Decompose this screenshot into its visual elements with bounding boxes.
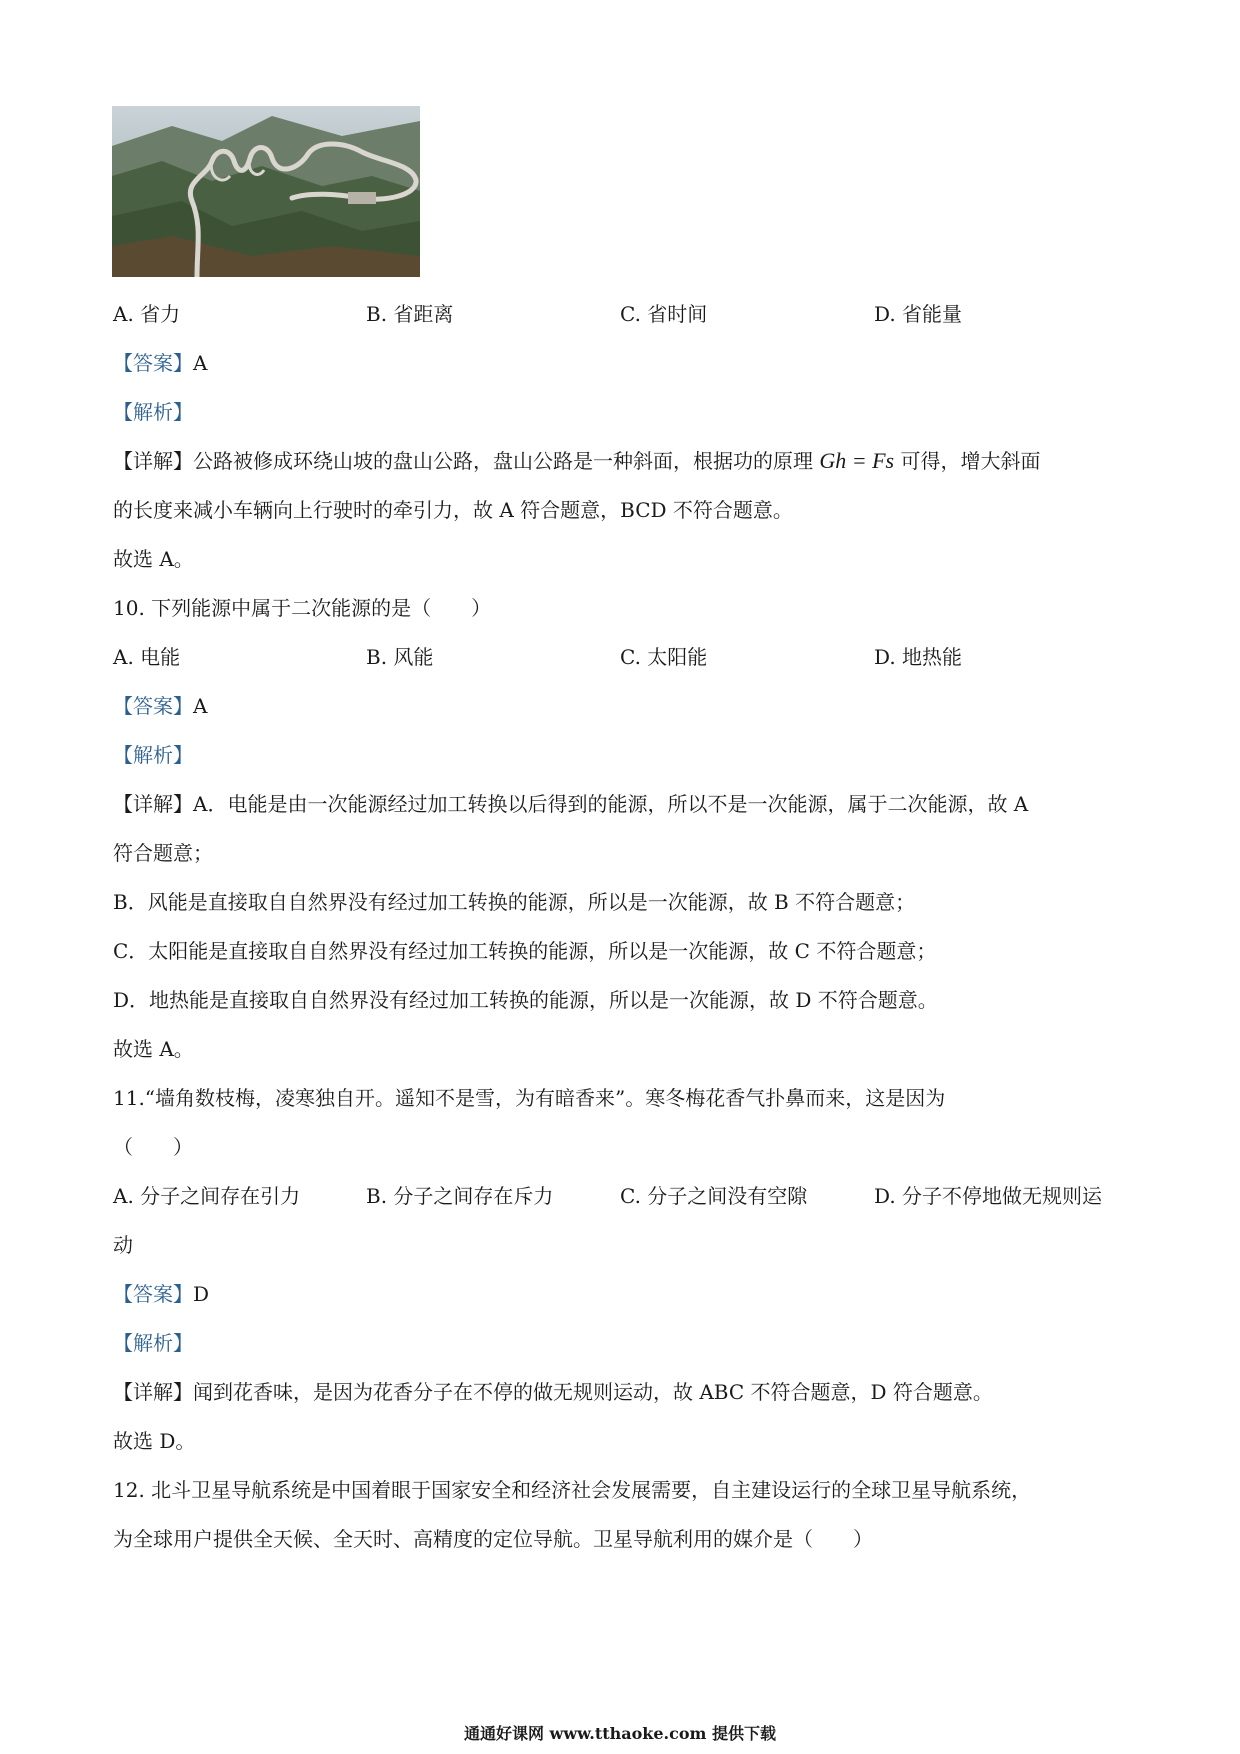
q9-option-b: B. 省距离 [366, 302, 454, 326]
q10-option-a: A. 电能 [113, 645, 181, 669]
answer-tag: 【答案】 [113, 694, 193, 718]
q10-detail-line-1 [113, 790, 1028, 818]
q10-detail-line-2: 符合题意； [113, 841, 213, 865]
mountain-road-photo [112, 106, 420, 277]
q10-analysis-tag: 【解析】 [113, 743, 193, 767]
detail-tag: 【详解】 [113, 449, 193, 473]
detail-text: 闻到花香味，是因为花香分子在不停的做无规则运动，故 ABC 不符合题意，D 符合题意。 [193, 1380, 993, 1404]
q12-stem-line-1: 12. 北斗卫星导航系统是中国着眼于国家安全和经济社会发展需要，自主建设运行的全球卫星导航系统， [113, 1478, 1032, 1502]
q10-conclusion: 故选 A。 [113, 1037, 194, 1061]
q9-analysis-tag: 【解析】 [113, 400, 193, 424]
q11-option-d-continued: 动 [113, 1233, 133, 1257]
q10-detail-line-3: B．风能是直接取自自然界没有经过加工转换的能源，所以是一次能源，故 B 不符合题意； [113, 890, 916, 914]
answer-tag: 【答案】 [113, 351, 193, 375]
q10-answer-line [113, 692, 207, 720]
answer-tag: 【答案】 [113, 1282, 193, 1306]
q9-answer-line [113, 349, 207, 377]
q11-answer-line [113, 1280, 209, 1308]
page-footer: 通通好课网 www.tthaoke.com 提供下载 [463, 1724, 777, 1743]
answer-value: A [193, 351, 208, 375]
q11-stem-line-1: 11.“墙角数枝梅，凌寒独自开。遥知不是雪，为有暗香来”。寒冬梅花香气扑鼻而来，这是因为 [113, 1086, 946, 1110]
q10-detail-line-5: D．地热能是直接取自自然界没有经过加工转换的能源，所以是一次能源，故 D 不符合题意。 [113, 988, 938, 1012]
q11-analysis-tag: 【解析】 [113, 1331, 193, 1355]
detail-text: A．电能是由一次能源经过加工转换以后得到的能源，所以不是一次能源，属于二次能源，故 A [193, 792, 1029, 816]
detail-tag: 【详解】 [113, 1380, 193, 1404]
formula: Gh = Fs [819, 448, 895, 473]
detail-text: 公路被修成环绕山坡的盘山公路，盘山公路是一种斜面，根据功的原理 [193, 449, 813, 473]
q9-detail-line-1 [113, 447, 1040, 475]
q9-option-a: A. 省力 [113, 302, 181, 326]
q11-detail-line-1 [113, 1378, 993, 1406]
q11-option-c: C. 分子之间没有空隙 [620, 1184, 808, 1208]
q10-option-b: B. 风能 [366, 645, 434, 669]
q10-option-c: C. 太阳能 [620, 645, 708, 669]
q10-stem: 10. 下列能源中属于二次能源的是（ ） [113, 596, 492, 620]
q11-option-a: A. 分子之间存在引力 [113, 1184, 301, 1208]
detail-text: 可得，增大斜面 [900, 449, 1041, 473]
q10-option-d: D. 地热能 [874, 645, 963, 669]
q11-option-b: B. 分子之间存在斥力 [366, 1184, 554, 1208]
q12-stem-line-2: 为全球用户提供全天候、全天时、高精度的定位导航。卫星导航利用的媒介是（ ） [113, 1527, 873, 1551]
q11-option-d: D. 分子不停地做无规则运 [874, 1184, 1103, 1208]
q10-detail-line-4: C．太阳能是直接取自自然界没有经过加工转换的能源，所以是一次能源，故 C 不符合题意； [113, 939, 937, 963]
q9-option-d: D. 省能量 [874, 302, 963, 326]
q9-detail-line-2: 的长度来减小车辆向上行驶时的牵引力，故 A 符合题意，BCD 不符合题意。 [113, 498, 793, 522]
q9-conclusion: 故选 A。 [113, 547, 194, 571]
detail-tag: 【详解】 [113, 792, 193, 816]
q11-conclusion: 故选 D。 [113, 1429, 196, 1453]
answer-value: D [193, 1282, 210, 1306]
answer-value: A [193, 694, 208, 718]
q9-option-c: C. 省时间 [620, 302, 708, 326]
q11-stem-line-2: （ ） [113, 1135, 193, 1159]
